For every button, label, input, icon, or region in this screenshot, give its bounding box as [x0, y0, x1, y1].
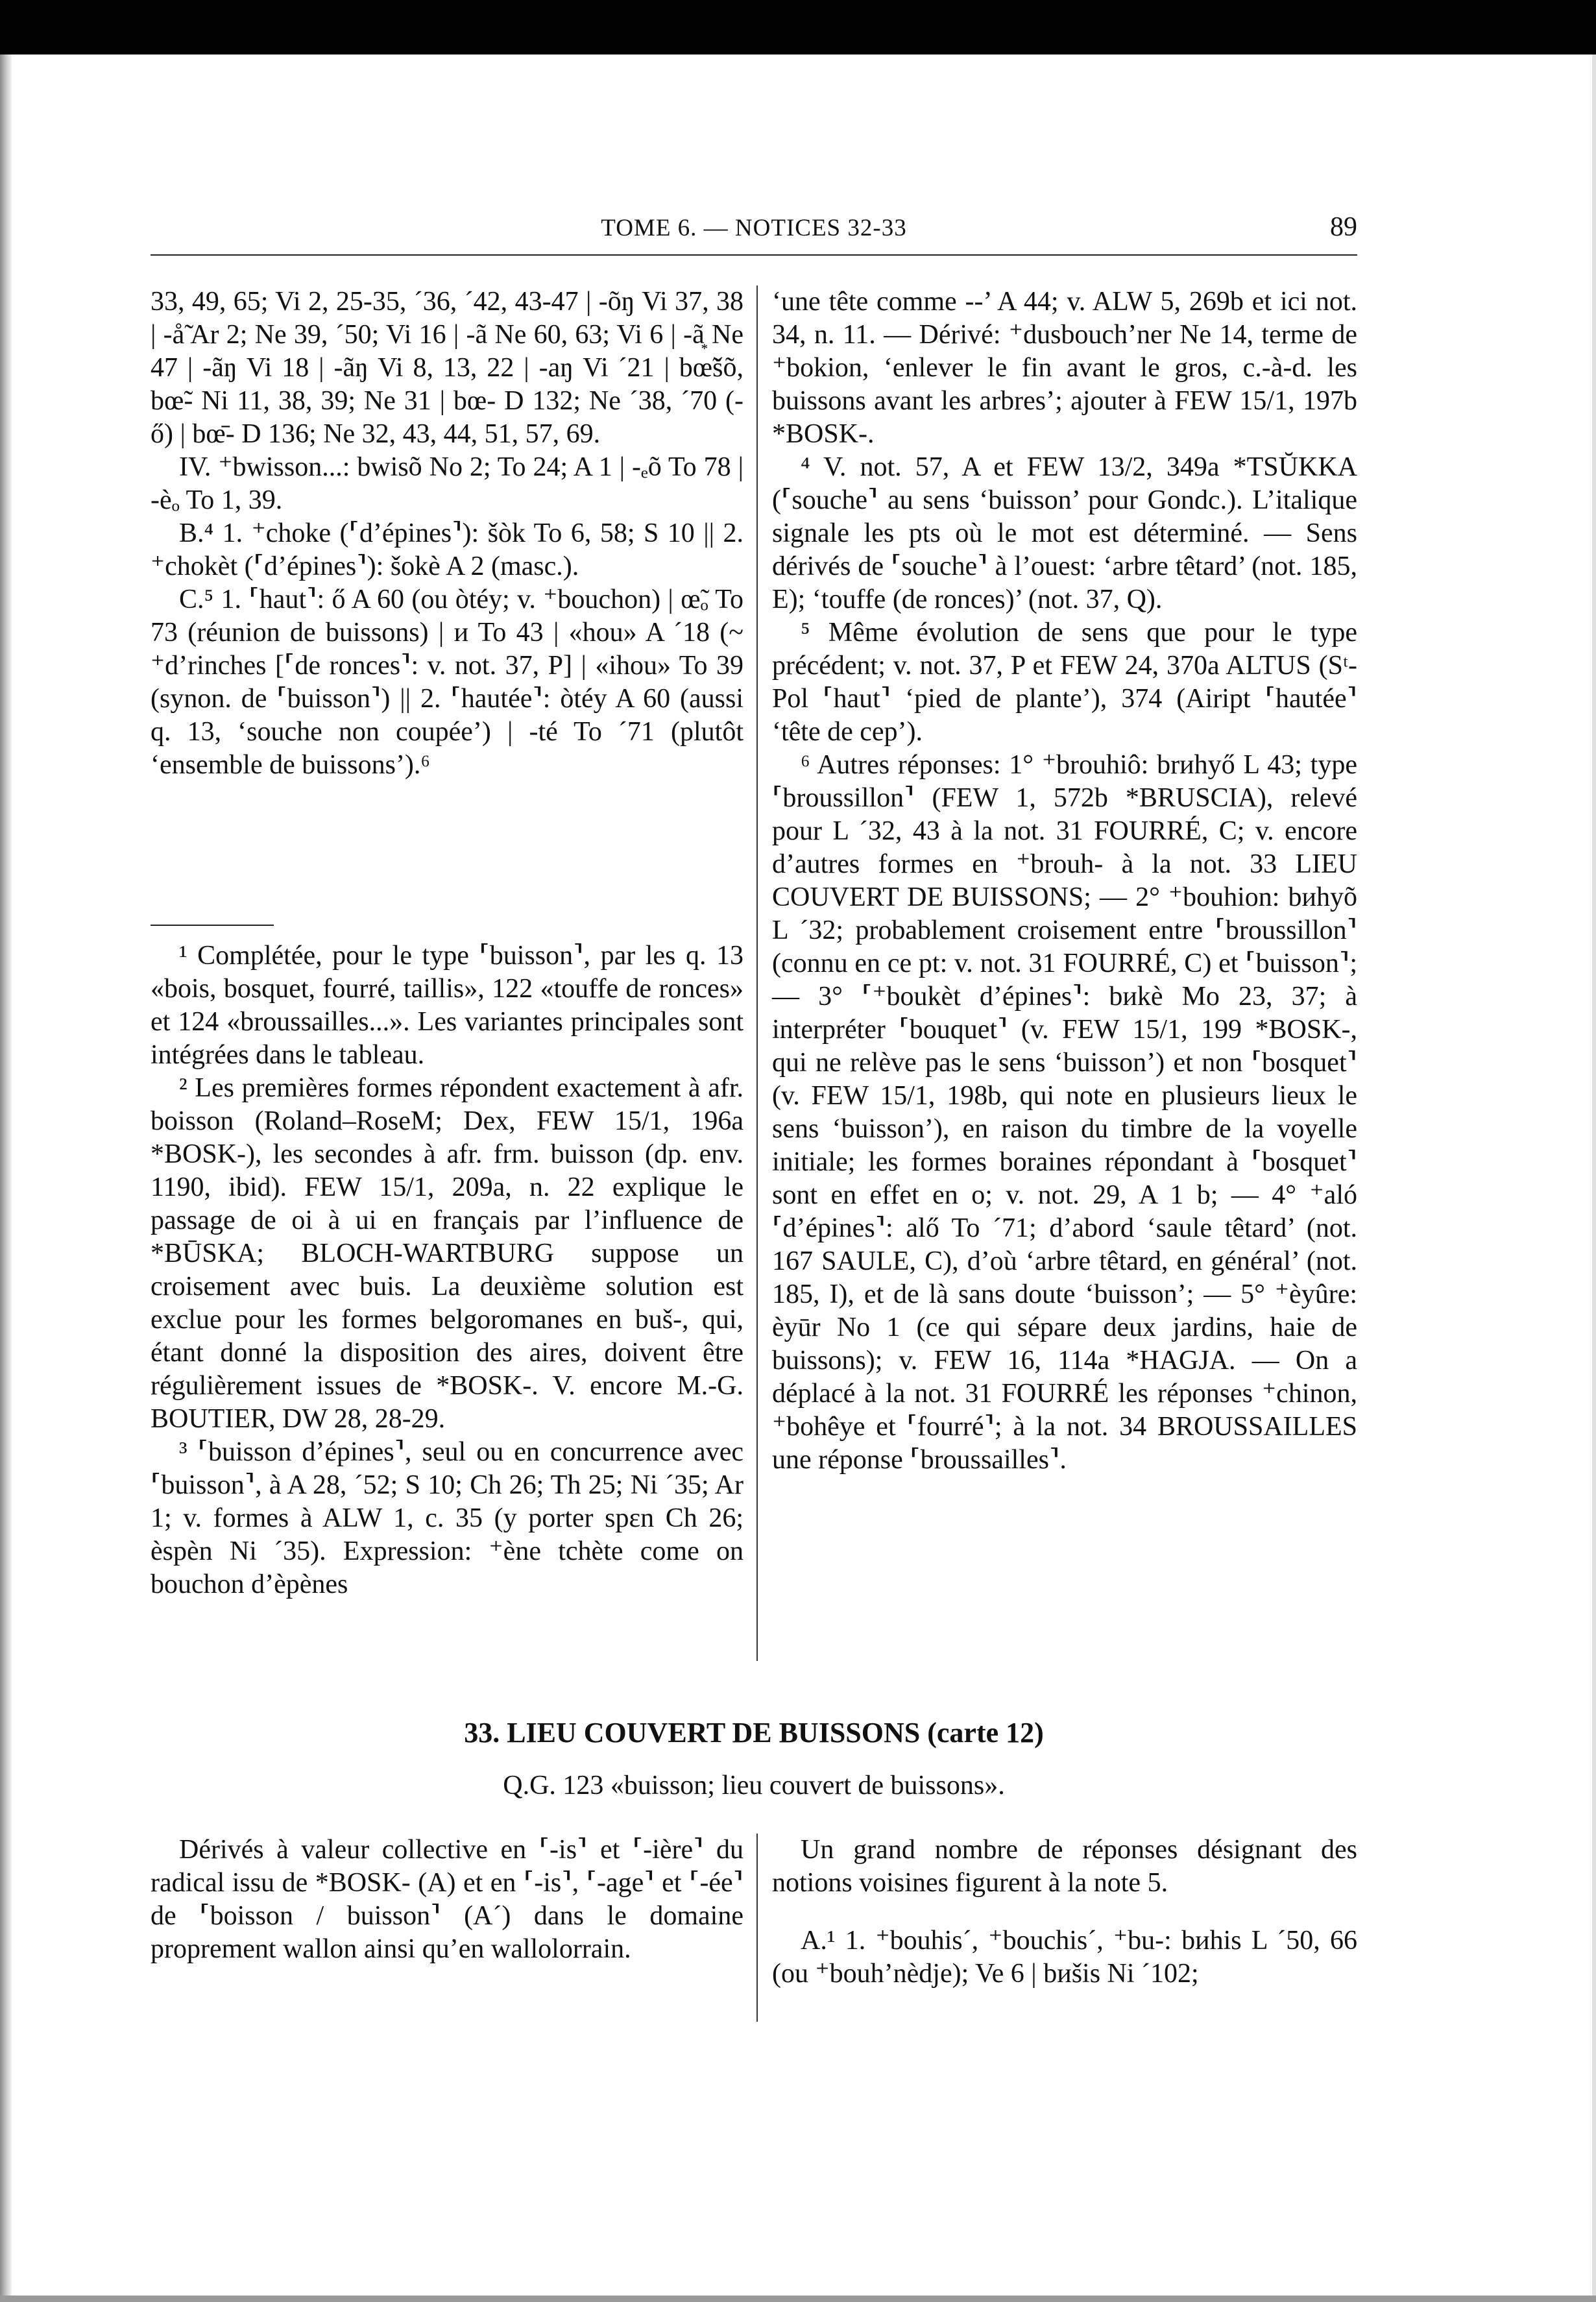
paragraph: B.⁴ 1. ⁺choke (⸢d’épines⸣): šòk To 6, 58; S 10 || 2. ⁺chokèt (⸢d’épines⸣): šokè A 2 (masc.).	[151, 518, 744, 581]
section-title: 33. LIEU COUVERT DE BUISSONS (carte 12)	[464, 1717, 1044, 1749]
footnote-rule	[151, 925, 274, 926]
paragraph: IV. ⁺bwisson...: bwisõ No 2; To 24; A 1 | -ₑõ To 78 | -èₒ To 1, 39.	[151, 452, 744, 515]
section-left-column	[151, 1834, 744, 1966]
footnote: ³ ⸢buisson d’épines⸣, seul ou en concurrence avec ⸢buisson⸣, à A 28, ´52; S 10; Ch 26; Th 25; Ni ´35; Ar 1; v. formes à ALW 1, c. 35 (y porter spɛn Ch 26; èspèn Ni ´35). Expression: ⁺ène tchète come on bouchon d’èpènes	[151, 1437, 744, 1599]
scan-bottom-edge	[0, 2296, 1596, 2302]
column-divider	[756, 285, 758, 1661]
section-subtitle: Q.G. 123 «buisson; lieu couvert de buissons».	[503, 1771, 1005, 1800]
column-divider	[756, 1834, 758, 2022]
page-header	[151, 214, 1357, 253]
paragraph: C.⁵ 1. ⸢haut⸣: ő A 60 (ou òtéy; v. ⁺bouchon) | œ̃ₒ To 73 (réunion de buissons) | ᴎ To 43 | «hou» A ´18 (~ ⁺d’rinches [⸢de ronces⸣: v. not. 37, P] | «ihou» To 39 (synon. de ⸢buisson⸣) || 2. ⸢hautée⸣: òtéy A 60 (aussi q. 13, ‘souche non coupée’) | -té To ´71 (plutôt ‘ensemble de buissons’).⁶	[151, 585, 744, 780]
running-title: TOME 6. — NOTICES 32-33	[601, 215, 907, 241]
paragraph: 33, 49, 65; Vi 2, 25-35, ´36, ´42, 43-47 | -õŋ Vi 37, 38 | -å̃ Ar 2; Ne 39, ´50; Vi 16 | -ã Ne 60, 63; Vi 6 | -ã͙ Ne 47 | -ãŋ Vi 18 | -ãŋ Vi 8, 13, 22 | -aŋ Vi ´21 | bœ̃šõ, bœ̃- Ni 11, 38, 39; Ne 31 | bœ- D 132; Ne ´38, ´70 (-ő) | bœ̄- D 136; Ne 32, 43, 44, 51, 57, 69.	[151, 287, 744, 449]
header-rule	[151, 254, 1357, 256]
page-number: 89	[1330, 212, 1357, 242]
paragraph: ‘une tête comme --’ A 44; v. ALW 5, 269b et ici not. 34, n. 11. — Dérivé: ⁺dusbouch’ner Ne 14, terme de ⁺bokion, ‘enlever le fin avant le gros, c.-à-d. les buissons avant les arbres’; ajouter à FEW 15/1, 197b *BOSK-.	[772, 287, 1357, 449]
left-column	[151, 285, 744, 782]
paragraph: A.¹ 1. ⁺bouhis´, ⁺bouchis´, ⁺bu-: bᴎhis L ´50, 66 (ou ⁺bouh’nèdje); Ve 6 | bᴎšis Ni ´102;	[772, 1926, 1357, 1989]
paragraph: Un grand nombre de réponses désignant des notions voisines figurent à la note 5.	[772, 1835, 1357, 1898]
scan-top-border	[0, 0, 1596, 55]
scan-right-edge	[1592, 55, 1596, 2302]
right-column	[772, 285, 1357, 1477]
paragraph: Dérivés à valeur collective en ⸢-is⸣ et ⸢-ière⸣ du radical issu de *BOSK- (A) et en ⸢-is⸣, ⸢-age⸣ et ⸢-ée⸣ de ⸢boisson / buisson⸣ (A´) dans le domaine proprement wallon ainsi qu’en wallolorrain.	[151, 1835, 744, 1964]
scan-left-edge	[0, 55, 12, 2302]
section-right-column	[772, 1834, 1357, 1991]
footnote: ¹ Complétée, pour le type ⸢buisson⸣, par les q. 13 «bois, bosquet, fourré, taillis», 122 «touffe de ronces» et 124 «broussailles...». Les variantes principales sont intégrées dans le tableau.	[151, 941, 744, 1070]
footnote: ⁶ Autres réponses: 1° ⁺brouhiô: brᴎhyő L 43; type ⸢broussillon⸣ (FEW 1, 572b *BRUSCIA), relevé pour L ´32, 43 à la not. 31 FOURRÉ, C; v. encore d’autres formes en ⁺brouh- à la not. 33 LIEU COUVERT DE BUISSONS; — 2° ⁺bouhion: bᴎhyõ L ´32; probablement croisement entre ⸢broussillon⸣ (connu en ce pt: v. not. 31 FOURRÉ, C) et ⸢buisson⸣; — 3° ⸢⁺boukèt d’épines⸣: bᴎkè Mo 23, 37; à interpréter ⸢bouquet⸣ (v. FEW 15/1, 199 *BOSK-, qui ne relève pas le sens ‘buisson’) et non ⸢bosquet⸣ (v. FEW 15/1, 198b, qui note en plusieurs lieux le sens ‘buisson’), en raison du timbre de la voyelle initiale; les formes boraines répondant à ⸢bosquet⸣ sont en effet en o; v. not. 29, A 1 b; — 4° ⁺aló ⸢d’épines⸣: alő To ´71; d’abord ‘saule têtard’ (not. 167 SAULE, C), d’où ‘arbre têtard, en général’ (not. 185, I), et de là sans doute ‘buisson’; — 5° ⁺èyûre: èyūr No 1 (ce qui sépare deux jardins, haie de buissons); v. FEW 16, 114a *HAGJA. — On a déplacé à la not. 31 FOURRÉ les réponses ⁺chinon, ⁺bohêye et ⸢fourré⸣; à la not. 34 BROUSSAILLES une réponse ⸢broussailles⸣.	[772, 750, 1357, 1475]
left-footnotes	[151, 939, 744, 1601]
footnote: ⁵ Même évolution de sens que pour le type précédent; v. not. 37, P et FEW 24, 370a ALTUS (Sᵗ-Pol ⸢haut⸣ ‘pied de plante’), 374 (Aiript ⸢hautée⸣ ‘tête de cep’).	[772, 618, 1357, 747]
footnote: ⁴ V. not. 57, A et FEW 13/2, 349a *TSŬKKA (⸢souche⸣ au sens ‘buisson’ pour Gondc.). L’italique signale les pts où le mot est déterminé. — Sens dérivés de ⸢souche⸣ à l’ouest: ‘arbre têtard’ (not. 185, E); ‘touffe (de ronces)’ (not. 37, Q).	[772, 452, 1357, 614]
footnote: ² Les premières formes répondent exactement à afr. boisson (Roland–RoseM; Dex, FEW 15/1, 196a *BOSK-), les secondes à afr. frm. buisson (dp. env. 1190, ibid). FEW 15/1, 209a, n. 22 explique le passage de oi à ui en français par l’influence de *BŪSKA; BLOCH-WARTBURG suppose un croisement avec buis. La deuxième solution est exclue pour les formes belgoromanes en buš-, qui, étant donné la disposition des aires, doivent être régulièrement issues de *BOSK-. V. encore M.-G. BOUTIER, DW 28, 28-29.	[151, 1073, 744, 1434]
